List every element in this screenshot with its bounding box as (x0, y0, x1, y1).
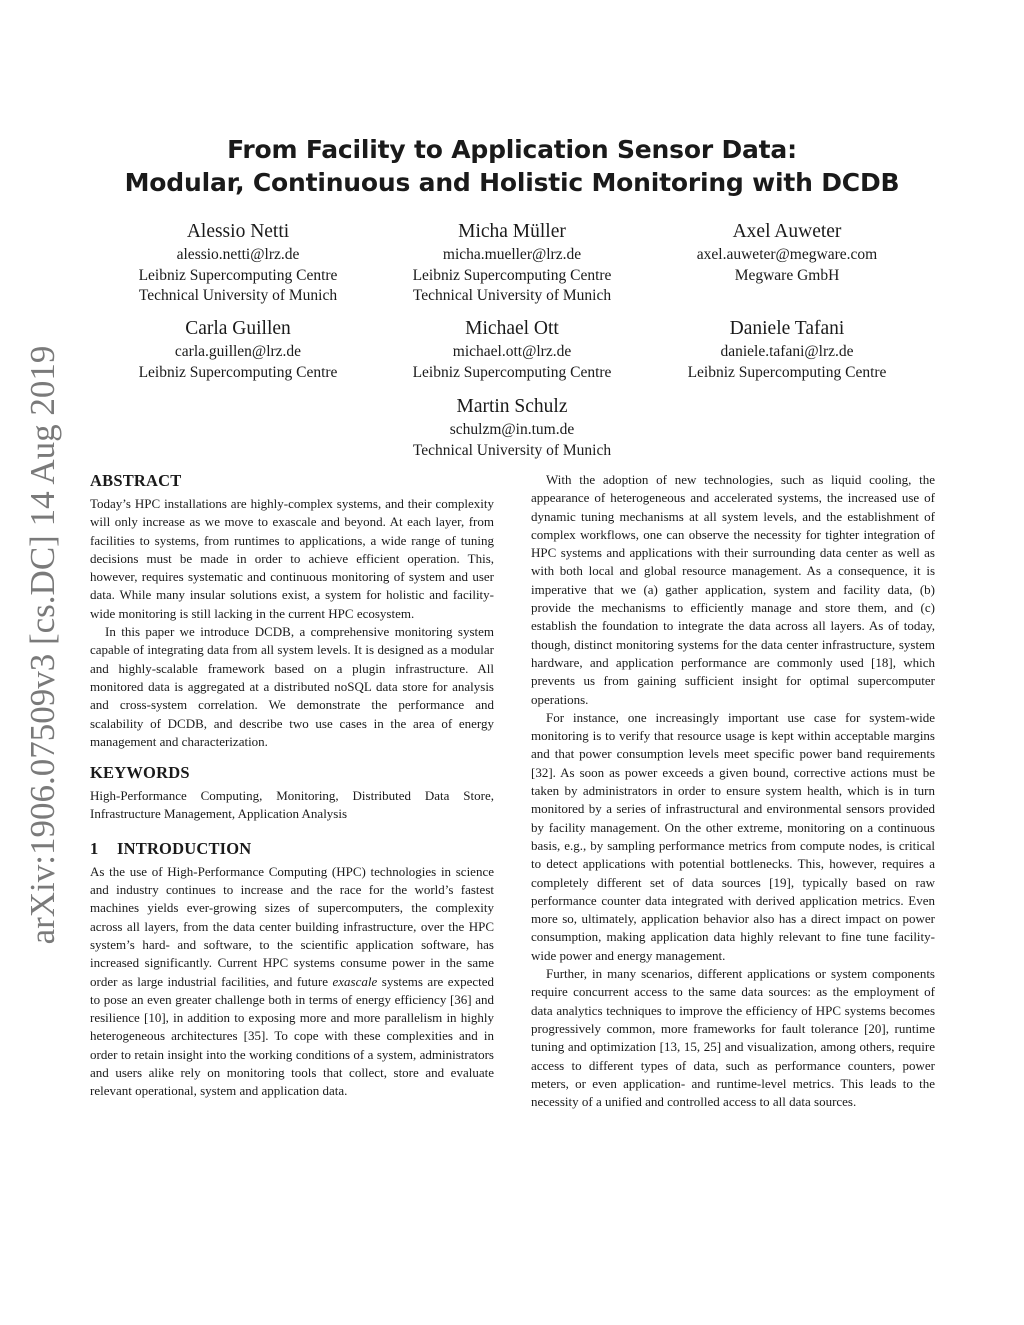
abstract-paragraph: In this paper we introduce DCDB, a comprehensive monitoring system capable of integrating data from all system levels. It is designed as a modular and highly-scalable framework based on a plugin infrastructure. All monitored data is aggregated at a distributed noSQL data store for analysis and cross-system correlation. We demonstrate the performance and scalability of DCDB, and describe two use cases in the area of energy management and characterization. (90, 624, 494, 749)
title-line-1: From Facility to Application Sensor Data: (227, 135, 797, 164)
author-affiliation: Technical University of Munich (412, 441, 612, 459)
keywords-heading: KEYWORDS (90, 763, 190, 783)
author-affiliation: Leibniz Supercomputing Centre (412, 363, 612, 381)
author-email: alessio.netti@lrz.de (176, 246, 300, 263)
author-block (637, 316, 937, 383)
body-paragraph: With the adoption of new technologies, such as liquid cooling, the appearance of heterogeneous and accelerated systems, the increased use of dynamic tuning mechanisms at all system levels, and the establishment of complex workflows, one can observe the necessity for tighter integration of HPC systems and applications with their surrounding data center as well as with both local and global resource management. As a consequence, it is imperative that we (a) gather application, system and facility data, (b) provide the mechanisms to efficiently manage and store them, and (c) establish the foundation to integrate the data across all layers. As of today, though, distinct monitoring systems for the data center infrastructure, system hardware, and application performance are commonly used [18], which prevents us from gaining sufficient insight for optimal supercomputer operations. (531, 472, 935, 707)
author-affiliation: Technical University of Munich (412, 287, 612, 304)
author-name: Martin Schulz (456, 396, 568, 417)
author-affiliation: Leibniz Supercomputing Centre (138, 266, 338, 284)
author-affiliation: Leibniz Supercomputing Centre (138, 363, 338, 381)
author-affiliation: Megware GmbH (734, 266, 840, 284)
author-name: Micha Müller (458, 221, 566, 242)
author-name: Carla Guillen (185, 318, 291, 339)
author-block (362, 219, 662, 307)
title-line-2: Modular, Continuous and Holistic Monitoring with DCDB (124, 168, 900, 197)
author-email: micha.mueller@lrz.de (442, 246, 582, 263)
author-block (362, 394, 662, 461)
body-paragraph: Further, in many scenarios, different applications or system components require concurrent access to the same data sources: as the employment of data analytics techniques to improve the efficiency of HPC systems becomes progressively common, more frameworks for fault tolerance [20], runtime tuning and optimization [13, 15, 25] and visualization, among others, require access to different types of data, such as performance counters, power meters, or even application- and runtime-level metrics. This leads to the necessity of a unified and controlled access to all data sources. (531, 966, 935, 1110)
author-email: schulzm@in.tum.de (449, 421, 575, 438)
author-block (362, 316, 662, 383)
author-affiliation: Leibniz Supercomputing Centre (412, 266, 612, 284)
author-affiliation: Leibniz Supercomputing Centre (687, 363, 887, 381)
author-email: axel.auweter@megware.com (696, 246, 878, 263)
author-affiliation: Technical University of Munich (138, 287, 338, 304)
author-email: michael.ott@lrz.de (452, 343, 572, 360)
intro-paragraph: As the use of High-Performance Computing (HPC) technologies in science and industry continues to increase and the race for the world’s fastest machines yields ever-growing sizes of supercomputers, the complexity across all layers, from the data center building infrastructure, over the HPC system’s hard- and software, to the scientific application software, has increased significantly. Current HPC systems consume power in the same order as large industrial facilities, and future exascale systems are expected to pose an even greater challenge both in terms of energy efficiency [36] and resilience [10], in addition to exposing more and more parallelism in highly heterogeneous architectures [35]. To cope with these complexities and in order to retain insight into the working conditions of a system, administrators and users alike rely on monitoring tools that collect, store and evaluate relevant operational, system and application data. (90, 863, 495, 1099)
author-block (88, 219, 388, 307)
author-name: Daniele Tafani (729, 318, 845, 339)
author-block (637, 219, 937, 286)
section-number: 1 (90, 838, 99, 858)
right-column (531, 471, 935, 1111)
abstract-heading: ABSTRACT (90, 471, 182, 490)
keywords-text: High-Performance Computing, Monitoring, Distributed Data Store, Infrastructure Management, Application Analysis (90, 788, 494, 822)
author-name: Alessio Netti (186, 221, 290, 242)
author-email: carla.guillen@lrz.de (174, 343, 302, 360)
paper-title (90, 133, 934, 199)
author-name: Axel Auweter (732, 221, 842, 242)
author-block (88, 316, 388, 383)
section-title: INTRODUCTION (117, 838, 252, 858)
body-paragraph: For instance, one increasingly important use case for system-wide monitoring is to verify that resource usage is kept within acceptable margins and that power consumption levels meet specific power band requirements [32]. As soon as power exceeds a given bound, corrective actions must be taken by administrators in order to ensure system health, which is in turn monitored by a series of infrastructural and environmental sensors provided by facility management. On the other extreme, monitoring on a continuous basis, e.g., by sampling performance metrics from compute nodes, is critical to detect applications with potential bottlenecks. This, however, requires a completely different set of data sources [19], typically based on raw performance counter data integrated with derived application metrics. Even more so, ultimately, application behavior also has a direct impact on power consumption, making application data highly relevant to fine tune facility-wide power and energy management. (531, 709, 935, 963)
author-email: daniele.tafani@lrz.de (720, 343, 854, 360)
arxiv-identifier (18, 330, 68, 960)
emphasis-exascale: exascale (332, 973, 378, 989)
abstract-paragraph: Today’s HPC installations are highly-complex systems, and their complexity will only increase as we move to exascale and beyond. At each layer, from facilities to systems, from runtimes to applications, a wide range of tuning decisions must be made in order to achieve efficient operation. This, however, requires systematic and continuous monitoring of system and user data. While many insular solutions exist, a system for holistic and facility-wide monitoring is still lacking in the current HPC ecosystem. (90, 496, 494, 621)
author-name: Michael Ott (465, 318, 559, 339)
arxiv-identifier-text: arXiv:1906.07509v3 [cs.DC] 14 Aug 2019 (23, 345, 62, 945)
section-heading (90, 838, 494, 860)
left-column (90, 470, 494, 1101)
